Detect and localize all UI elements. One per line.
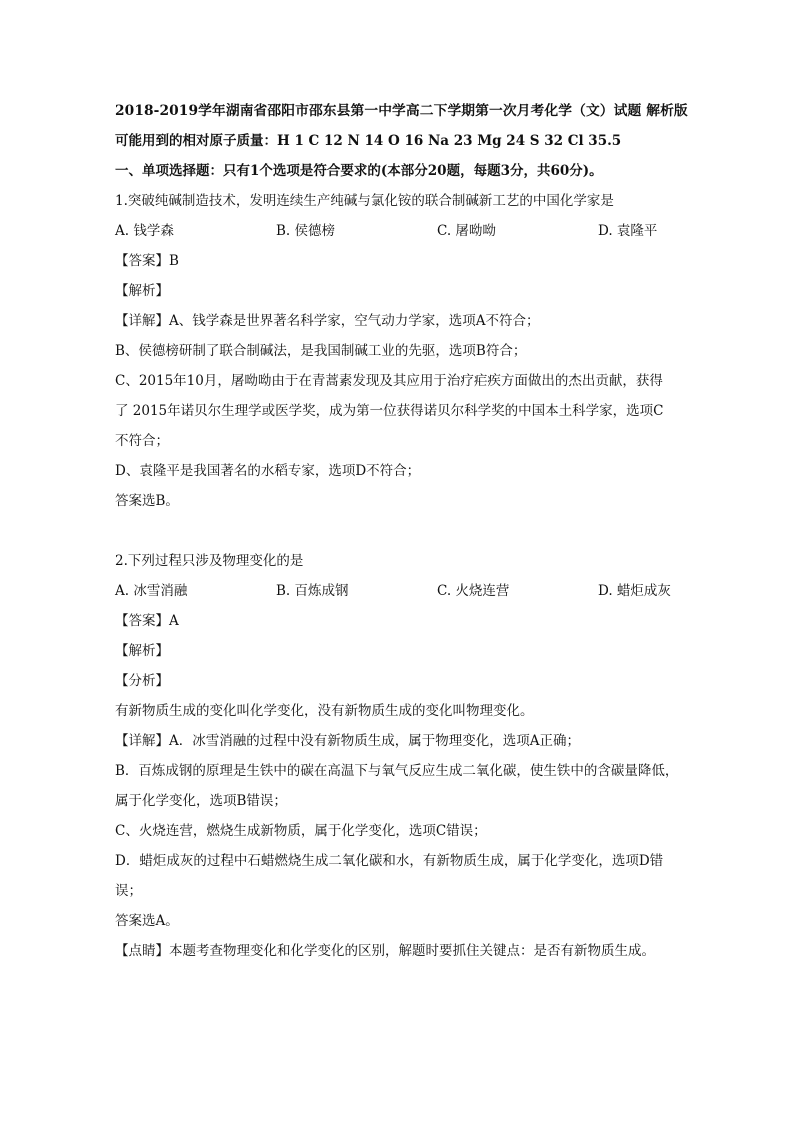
- question-2-detail-line: 属于化学变化，选项B错误；: [115, 793, 287, 809]
- question-1-option-b: B. 侯德榜: [276, 223, 336, 239]
- question-1-detail-line: D、袁隆平是我国著名的水稻专家，选项D不符合；: [115, 463, 421, 479]
- question-2-detail-line: 答案选A。: [115, 913, 179, 929]
- question-1-detail-line: 不符合；: [115, 433, 169, 449]
- question-1-detail-line: 答案选B。: [115, 493, 179, 509]
- question-2-detail-line: 误；: [115, 883, 142, 899]
- question-1-option-a: A. 钱学森: [115, 223, 174, 239]
- question-2-answer: 【答案】A: [115, 613, 179, 629]
- question-1-answer: 【答案】B: [115, 253, 179, 269]
- question-2-options: [115, 576, 685, 606]
- question-1-detail-line: 了 2015年诺贝尔生理学或医学奖，成为第一位获得诺贝尔科学奖的中国本土科学家，选项C: [115, 403, 664, 419]
- section-heading: 一、单项选择题：只有1个选项是符合要求的(本部分20题，每题3分，共60分)。: [115, 163, 603, 179]
- question-2-fenxi-text: 有新物质生成的变化叫化学变化，没有新物质生成的变化叫物理变化。: [115, 703, 534, 719]
- question-1-analysis-label: 【解析】: [115, 283, 169, 299]
- question-1-option-d: D. 袁隆平: [598, 223, 658, 239]
- question-2-option-b: B. 百炼成钢: [276, 583, 349, 599]
- question-2-analysis-label: 【解析】: [115, 643, 169, 659]
- question-2-option-d: D. 蜡炬成灰: [598, 583, 671, 599]
- question-2-fenxi-label: 【分析】: [115, 673, 169, 689]
- question-1-options: [115, 216, 685, 246]
- question-2-option-c: C. 火烧连营: [437, 583, 510, 599]
- question-1-detail-line: C、2015年10月，屠呦呦由于在青蒿素发现及其应用于治疗疟疾方面做出的杰出贡献，获得: [115, 373, 663, 389]
- question-1-detail-line: 【详解】A、钱学森是世界著名科学家，空气动力学家，选项A不符合；: [115, 313, 540, 329]
- document-page: [115, 96, 688, 966]
- question-2-detail-line: D．蜡炬成灰的过程中石蜡燃烧生成二氧化碳和水，有新物质生成，属于化学变化，选项D错: [115, 853, 664, 869]
- question-1-stem: 1.突破纯碱制造技术，发明连续生产纯碱与氯化铵的联合制碱新工艺的中国化学家是: [115, 193, 614, 209]
- question-2-stem: 2.下列过程只涉及物理变化的是: [115, 553, 304, 569]
- question-spacer: [115, 516, 685, 546]
- question-1-option-c: C. 屠呦呦: [437, 223, 496, 239]
- atomic-mass-line: 可能用到的相对原子质量：H 1 C 12 N 14 O 16 Na 23 Mg 24 S 32 Cl 35.5: [115, 133, 622, 149]
- question-1-detail-line: B、侯德榜研制了联合制碱法，是我国制碱工业的先驱，选项B符合；: [115, 343, 527, 359]
- question-2-detail-line: B．百炼成钢的原理是生铁中的碳在高温下与氧气反应生成二氧化碳，使生铁中的含碳量降低，: [115, 763, 679, 779]
- question-2-detail-line: C、火烧连营，燃烧生成新物质，属于化学变化，选项C错误；: [115, 823, 487, 839]
- document-title: 2018-2019学年湖南省邵阳市邵东县第一中学高二下学期第一次月考化学（文）试题 解析版: [115, 103, 688, 119]
- question-2-option-a: A. 冰雪消融: [115, 583, 188, 599]
- question-2-detail-line: 【详解】A．冰雪消融的过程中没有新物质生成，属于物理变化，选项A正确；: [115, 733, 580, 749]
- question-2-dianjing: 【点睛】本题考查物理变化和化学变化的区别，解题时要抓住关键点：是否有新物质生成。: [115, 943, 655, 959]
